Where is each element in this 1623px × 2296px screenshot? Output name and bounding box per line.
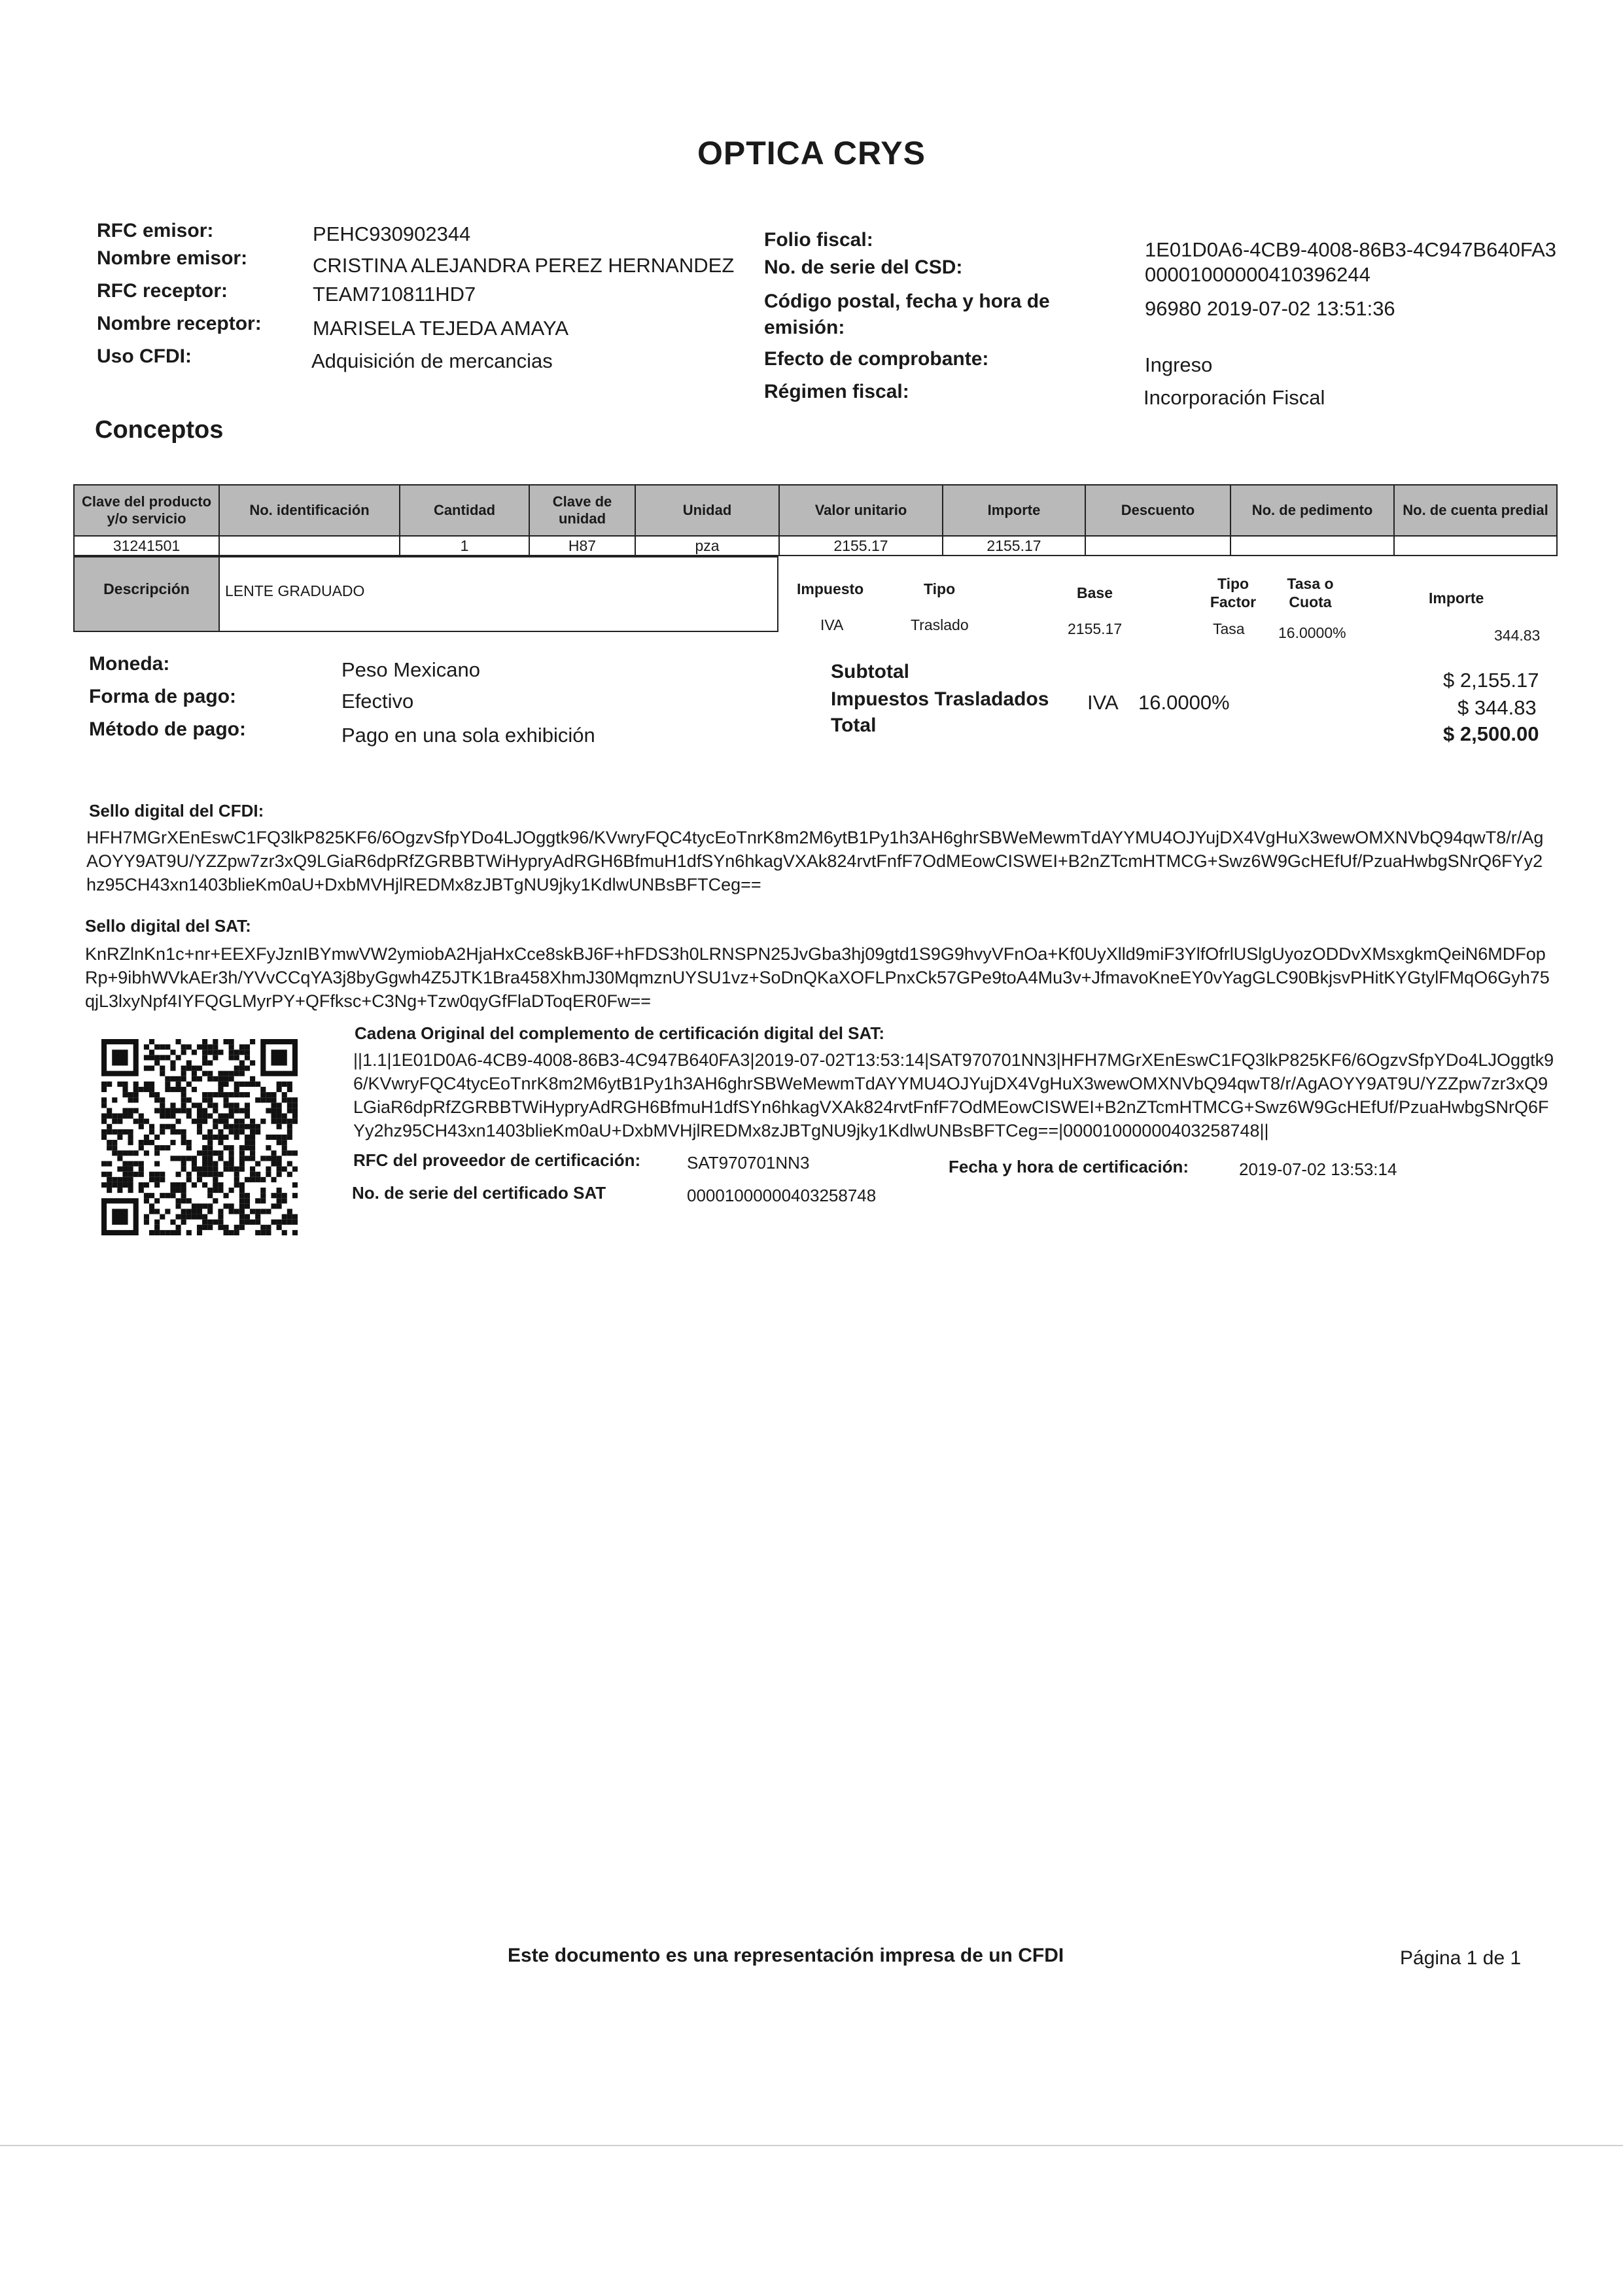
- header-no-pedimento: No. de pedimento: [1230, 485, 1394, 536]
- rfc-emisor-value: PEHC930902344: [313, 222, 471, 245]
- impuestos-tipo: IVA: [1087, 691, 1119, 714]
- cell-no-identificacion: [219, 536, 400, 556]
- efecto-value: Ingreso: [1145, 353, 1213, 376]
- uso-cfdi-label: Uso CFDI:: [97, 345, 192, 367]
- cell-clave-producto: 31241501: [74, 536, 219, 556]
- serie-csd-label: No. de serie del CSD:: [764, 256, 963, 278]
- cadena-original-value: ||1.1|1E01D0A6-4CB9-4008-86B3-4C947B640FA3|2019-07-02T13:53:14|SAT970701NN3|HFH7MGrXEnEswC1FQ3lkP825KF6/6OgzvSfpYDo4LJOggtk96/KVwryFQC4tycEoTnrK8m2M6ytB1Py1h3AH6ghrSBWeMewmTdAYYMU4OJYujDX4VgHuX3wewOMXNVbQ94qwT8/r/AgAOYY9AT9U/YZZpw7zr3xQ9LGiaR6dpRfZGRBBTWiHypryAdRGH6BfmuH1dfSYn6hkagVXAk824rvtFnfF7OdMEowCISWEI+B2nZTcmHTMCG+Swz6W9GcHEfUf/PzuaHwbgSNrQ6FYy2hz95CH43xn1403blieKm0aU+DxbMVHjlREDMx8zJBTgNU9jky1KdlwUNBsBFTCeg==|00001000000403258748||: [353, 1050, 1554, 1140]
- nombre-emisor-value: CRISTINA ALEJANDRA PEREZ HERNANDEZ: [313, 254, 735, 277]
- serie-certificado-sat-label: No. de serie del certificado SAT: [352, 1183, 606, 1203]
- fecha-certificacion-label: Fecha y hora de certificación:: [949, 1157, 1189, 1176]
- cell-cantidad: 1: [400, 536, 529, 556]
- sello-cfdi-value: HFH7MGrXEnEswC1FQ3lkP825KF6/6OgzvSfpYDo4LJOggtk96/KVwryFQC4tycEoTnrK8m2M6ytB1Py1h3AH6ghrSBWeMewmTdAYYMU4OJYujDX4VgHuX3wewOMXNVbQ94qwT8/r/AgAOYY9AT9U/YZZpw7zr3xQ9LGiaR6dpRfZGRBBTWiHypryAdRGH6BfmuH1dfSYn6hkagVXAk824rvtFnfF7OdMEowCISWEI+B2nZTcmHTMCG+Swz6W9GcHEfUf/PzuaHwbgSNrQ6FYy2hz95CH43xn1403blieKm0aU+DxbMVHjlREDMx8zJBTgNU9jky1KdlwUNBsBFTCeg==: [86, 828, 1544, 894]
- cell-no-pedimento: [1230, 536, 1394, 556]
- header-clave-unidad: Clave de unidad: [529, 485, 635, 536]
- header-cantidad: Cantidad: [400, 485, 529, 536]
- document-title: OPTICA CRYS: [697, 135, 926, 171]
- cadena-original-label: Cadena Original del complemento de certificación digital del SAT:: [355, 1023, 885, 1043]
- regimen-label: Régimen fiscal:: [764, 381, 909, 402]
- header-valor-unitario: Valor unitario: [779, 485, 943, 536]
- efecto-label: Efecto de comprobante:: [764, 348, 989, 370]
- cell-valor-unitario: 2155.17: [779, 536, 943, 556]
- header-importe: Importe: [943, 485, 1085, 536]
- tax-header-tipo: Tipo: [924, 580, 956, 597]
- tax-tipo-factor: Tasa: [1213, 620, 1245, 637]
- forma-pago-label: Forma de pago:: [89, 686, 237, 707]
- impuestos-value: $ 344.83: [1457, 696, 1537, 719]
- conceptos-heading: Conceptos: [95, 416, 224, 444]
- cp-fecha-value: 96980 2019-07-02 13:51:36: [1145, 297, 1395, 320]
- serie-certificado-sat-value: 00001000000403258748: [687, 1186, 877, 1205]
- rfc-emisor-label: RFC emisor:: [97, 220, 214, 241]
- sello-sat-value: KnRZlnKn1c+nr+EEXFyJznIBYmwVW2ymiobA2HjaHxCce8skBJ6F+hFDS3h0LRNSPN25JvGba3hj09gtd1S9G9hvyVFnOa+Kf0UyXlld9miF3YlfOfrlUSlgUyozODDvXMsxgkmQeiN6MDFopRp+9ibhWVkAEr3h/YVvCCqYA3j8byGgwh4Z5JTK1Bra458XhmJ30MqmznUYSU1vz+SoDnQKaXOFLPnxCk57GPe9toA4Mu3v+JfmavoKneEY0vYagGLC90BkjsvPHitKYGtylFMqO6Gyh75qjL3lxyNpf4IYFQGLMyrPY+QFfksc+C3Ng+Tzw0qyGfFlaDToqER0Fw==: [85, 944, 1550, 1011]
- sello-sat-label: Sello digital del SAT:: [85, 916, 251, 936]
- tax-importe: 344.83: [1494, 627, 1541, 644]
- uso-cfdi-value: Adquisición de mercancias: [311, 349, 553, 372]
- folio-fiscal-label: Folio fiscal:: [764, 229, 873, 251]
- fecha-certificacion-value: 2019-07-02 13:53:14: [1239, 1159, 1397, 1179]
- table-header-row: [74, 485, 1557, 536]
- tax-base: 2155.17: [1068, 620, 1123, 637]
- footer-note: Este documento es una representación impresa de un CFDI: [508, 1945, 1064, 1966]
- header-descuento: Descuento: [1085, 485, 1230, 536]
- nombre-emisor-label: Nombre emisor:: [97, 247, 248, 269]
- rfc-receptor-label: RFC receptor:: [97, 280, 228, 302]
- header-unidad: Unidad: [635, 485, 779, 536]
- cell-unidad: pza: [635, 536, 779, 556]
- cell-no-cuenta-predial: [1394, 536, 1557, 556]
- cell-importe: 2155.17: [943, 536, 1085, 556]
- footer-divider: [0, 2145, 1623, 2146]
- nombre-receptor-label: Nombre receptor:: [97, 313, 262, 334]
- descripcion-box: [73, 556, 778, 632]
- tax-header-tipo-factor: Tipo Factor: [1210, 575, 1257, 610]
- tax-header-tasa-cuota: Tasa o Cuota: [1287, 575, 1334, 610]
- forma-pago-value: Efectivo: [341, 690, 414, 713]
- impuestos-trasladados-label: Impuestos Trasladados: [831, 688, 1049, 710]
- rfc-receptor-value: TEAM710811HD7: [313, 283, 476, 306]
- rfc-proveedor-value: SAT970701NN3: [687, 1153, 810, 1173]
- tax-header-importe: Importe: [1429, 590, 1484, 607]
- metodo-pago-value: Pago en una sola exhibición: [341, 724, 595, 747]
- descripcion-label: Descripción: [75, 557, 220, 631]
- sello-cfdi-label: Sello digital del CFDI:: [89, 801, 264, 821]
- qr-code-image: [101, 1039, 298, 1235]
- header-no-identificacion: No. identificación: [219, 485, 400, 536]
- subtotal-label: Subtotal: [831, 661, 909, 682]
- tax-tipo: Traslado: [911, 616, 969, 633]
- cp-fecha-label-2: emisión:: [764, 317, 845, 338]
- nombre-receptor-value: MARISELA TEJEDA AMAYA: [313, 317, 569, 340]
- header-clave-producto: Clave del producto y/o servicio: [74, 485, 219, 536]
- cp-fecha-label-1: Código postal, fecha y hora de: [764, 291, 1050, 312]
- regimen-value: Incorporación Fiscal: [1143, 386, 1325, 409]
- conceptos-table: [73, 484, 1558, 556]
- cell-descuento: [1085, 536, 1230, 556]
- cell-clave-unidad: H87: [529, 536, 635, 556]
- subtotal-value: $ 2,155.17: [1443, 669, 1539, 692]
- moneda-value: Peso Mexicano: [341, 658, 480, 681]
- impuestos-tasa: 16.0000%: [1138, 691, 1230, 714]
- tax-tasa-cuota: 16.0000%: [1278, 624, 1346, 641]
- tax-header-impuesto: Impuesto: [797, 580, 864, 597]
- serie-csd-value: 00001000000410396244: [1145, 263, 1370, 286]
- tax-impuesto: IVA: [820, 616, 844, 633]
- metodo-pago-label: Método de pago:: [89, 718, 246, 740]
- descripcion-value: LENTE GRADUADO: [225, 582, 365, 599]
- tax-header-base: Base: [1077, 584, 1113, 601]
- rfc-proveedor-label: RFC del proveedor de certificación:: [353, 1150, 641, 1170]
- page-number: Página 1 de 1: [1400, 1947, 1522, 1969]
- header-no-cuenta-predial: No. de cuenta predial: [1394, 485, 1557, 536]
- folio-fiscal-value: 1E01D0A6-4CB9-4008-86B3-4C947B640FA3: [1145, 238, 1557, 261]
- moneda-label: Moneda:: [89, 653, 170, 675]
- total-value: $ 2,500.00: [1443, 722, 1539, 745]
- table-row: [74, 536, 1557, 556]
- total-label: Total: [831, 715, 877, 736]
